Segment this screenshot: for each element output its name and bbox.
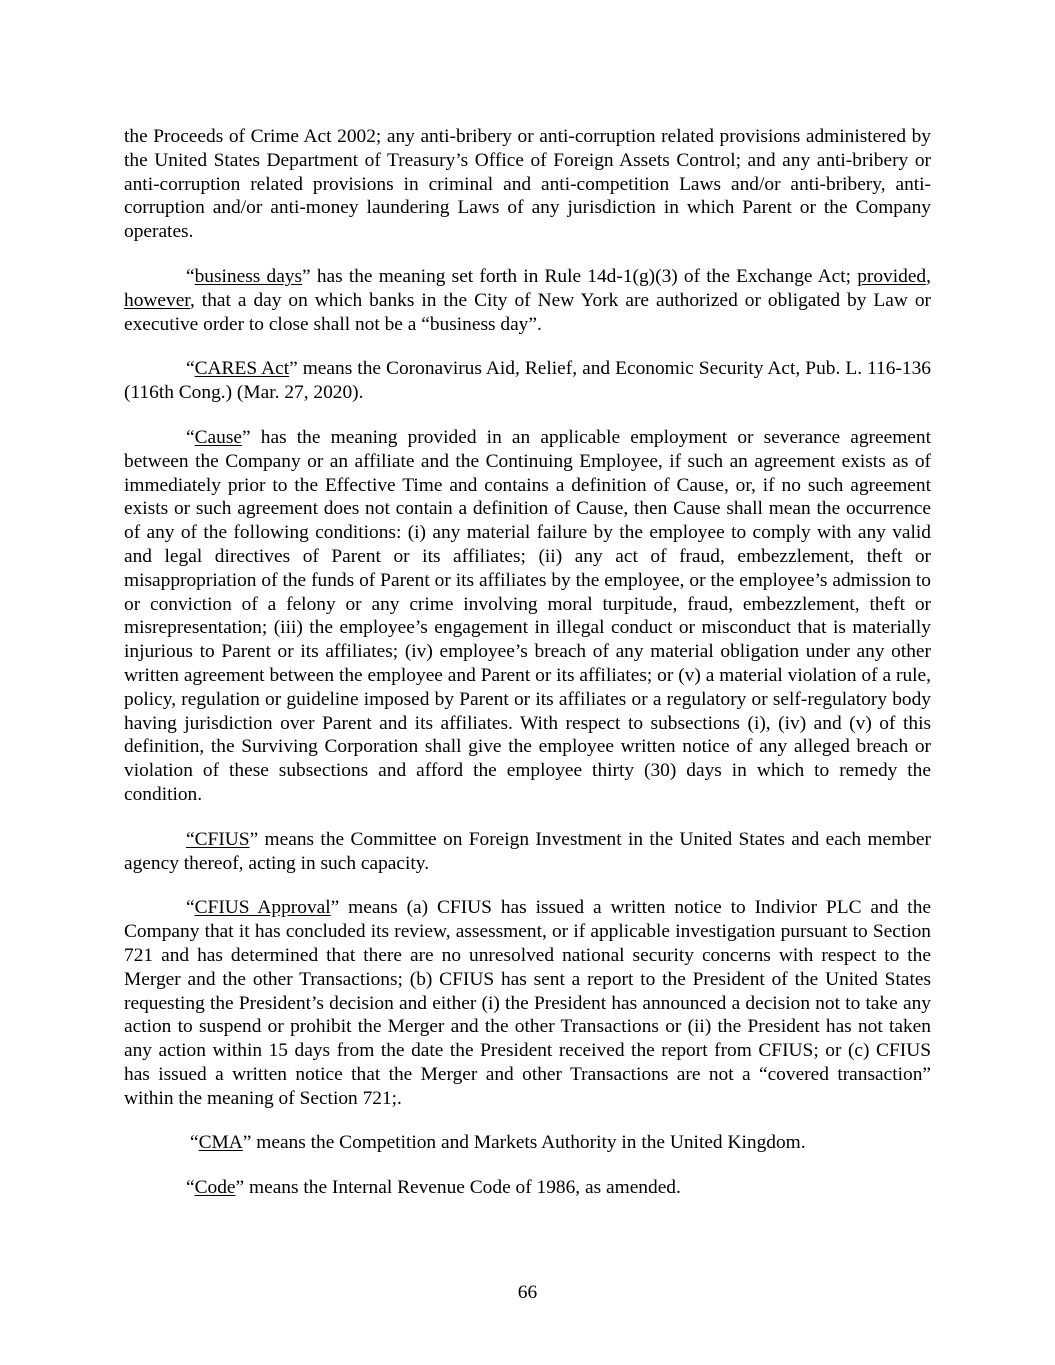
provided-term: provided (857, 265, 927, 287)
defined-term: CFIUS Approval (194, 897, 331, 919)
definition-cause (124, 426, 931, 807)
open-quote: “ (186, 426, 195, 448)
definition-cma (124, 1131, 931, 1155)
open-quote: “ (190, 1132, 199, 1154)
definition-code (124, 1176, 931, 1200)
paragraph-continuation (124, 125, 931, 244)
comma: , (926, 265, 931, 287)
definition-cfius-approval (124, 896, 931, 1110)
paragraph-text: the Proceeds of Crime Act 2002; any anti-bribery or anti-corruption related provisions administered by the United States Department of Treasury’s Office of Foreign Assets Control; and any anti-bribery or anti-corruption related provisions in criminal and anti-competition Laws and/or anti-bribery, anti-corruption and/or anti-money laundering Laws of any jurisdiction in which Parent or the Company operates. (124, 126, 931, 243)
definition-text: ” means the Committee on Foreign Investment in the United States and each member agency thereof, acting in such capacity. (124, 828, 931, 874)
however-term: however (124, 289, 190, 311)
document-page (124, 125, 931, 1221)
definition-text: ” means the Internal Revenue Code of 1986, as amended. (235, 1177, 681, 1199)
definition-text: ” has the meaning provided in an applicable employment or severance agreement between the Company or an affiliate and the Continuing Employee, if such an agreement exists as of immediately prior to the Effective Time and contains a definition of Cause, or, if no such agreement exists or such agreement does not contain a definition of Cause, then Cause shall mean the occurrence of any of the following conditions: (i) any material failure by the employee to comply with any valid and legal directives of Parent or its affiliates; (ii) any act of fraud, embezzlement, theft or misappropriation of the funds of Parent or its affiliates by the employee, or the employee’s admission to or conviction of a felony or any crime involving moral turpitude, fraud, embezzlement, theft or misrepresentation; (iii) the employee’s engagement in illegal conduct or misconduct that is materially injurious to Parent or its affiliates; (iv) employee’s breach of any material obligation under any other written agreement between the employee and Parent or its affiliates; or (v) a material violation of a rule, policy, regulation or guideline imposed by Parent or its affiliates or a regulatory or self-regulatory body having jurisdiction over Parent and its affiliates. With respect to subsections (i), (iv) and (v) of this definition, the Surviving Corporation shall give the employee written notice of any alleged breach or violation of these subsections and afford the employee thirty (30) days in which to remedy the condition. (124, 426, 931, 805)
open-quote: “ (186, 358, 195, 380)
defined-term: business days (194, 265, 303, 287)
defined-term: CMA (198, 1132, 243, 1154)
defined-term: Cause (194, 426, 242, 448)
open-quote: “ (186, 897, 195, 919)
page-number: 66 (517, 1282, 538, 1303)
defined-term: CARES Act (194, 358, 290, 380)
defined-term: Code (194, 1177, 236, 1199)
defined-term: “CFIUS (186, 828, 250, 850)
definition-text: ” means (a) CFIUS has issued a written notice to Indivior PLC and the Company that it has concluded its review, assessment, or if applicable investigation pursuant to Section 721 and has determined that there are no unresolved national security concerns with respect to the Merger and the other Transactions; (b) CFIUS has sent a report to the President of the United States requesting the President’s decision and either (i) the President has announced a decision not to take any action to suspend or prohibit the Merger and the other Transactions or (ii) the President has not taken any action within 15 days from the date the President received the report from CFIUS; or (c) CFIUS has issued a written notice that the Merger and other Transactions are not a “covered transaction” within the meaning of Section 721;. (124, 897, 931, 1109)
definition-text: , that a day on which banks in the City of New York are authorized or obligated by Law or executive order to close shall not be a “business day”. (124, 289, 931, 335)
definition-text: ” has the meaning set forth in Rule 14d-1(g)(3) of the Exchange Act; (302, 265, 858, 287)
definition-text: ” means the Coronavirus Aid, Relief, and Economic Security Act, Pub. L. 116-136 (116th Cong.) (Mar. 27, 2020). (124, 358, 931, 404)
definition-text: ” means the Competition and Markets Authority in the United Kingdom. (242, 1132, 806, 1154)
definition-cfius (124, 828, 931, 876)
definition-cares-act (124, 357, 931, 405)
definition-business-days (124, 265, 931, 336)
open-quote: “ (186, 1177, 195, 1199)
open-quote: “ (186, 265, 195, 287)
